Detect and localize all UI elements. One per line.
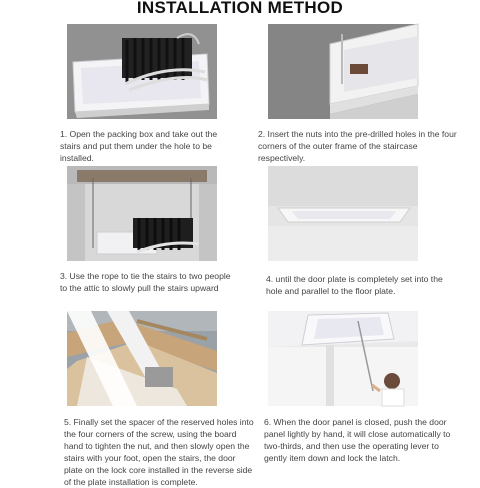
- page-title: INSTALLATION METHOD: [136, 0, 344, 17]
- step-6-photo: [268, 311, 418, 406]
- step-5-caption: 5. Finally set the spacer of the reserved holes into the four corners of the screw, using the board hand to tighten the nut, and then slowly open the stairs with your foot, open the stairs, the door plate on the lock core installed in the reverse side of the plate installation is complete.: [64, 417, 254, 487]
- step-1-photo: [67, 24, 217, 119]
- step-5-photo: [67, 311, 217, 406]
- step-6-caption: 6. When the door panel is closed, push the door panel lightly by hand, it will close automatically to two-thirds, and then use the operating lever to gently item down and lock the latch.: [264, 417, 451, 463]
- step-2-photo: [268, 24, 418, 119]
- step-4-photo: [268, 166, 418, 261]
- step-4-caption: 4. until the door plate is completely set into the hole and parallel to the floor plate.: [266, 274, 443, 296]
- step-2-caption: 2. Insert the nuts into the pre-drilled holes in the four corners of the outer frame of the staircase respectively.: [258, 129, 457, 163]
- step-1-caption: 1. Open the packing box and take out the stairs and put them under the hole to be installed.: [60, 129, 218, 163]
- step-3-caption: 3. Use the rope to tie the stairs to two people to the attic to slowly pull the stairs upward: [60, 271, 231, 293]
- step-3-photo: [67, 166, 217, 261]
